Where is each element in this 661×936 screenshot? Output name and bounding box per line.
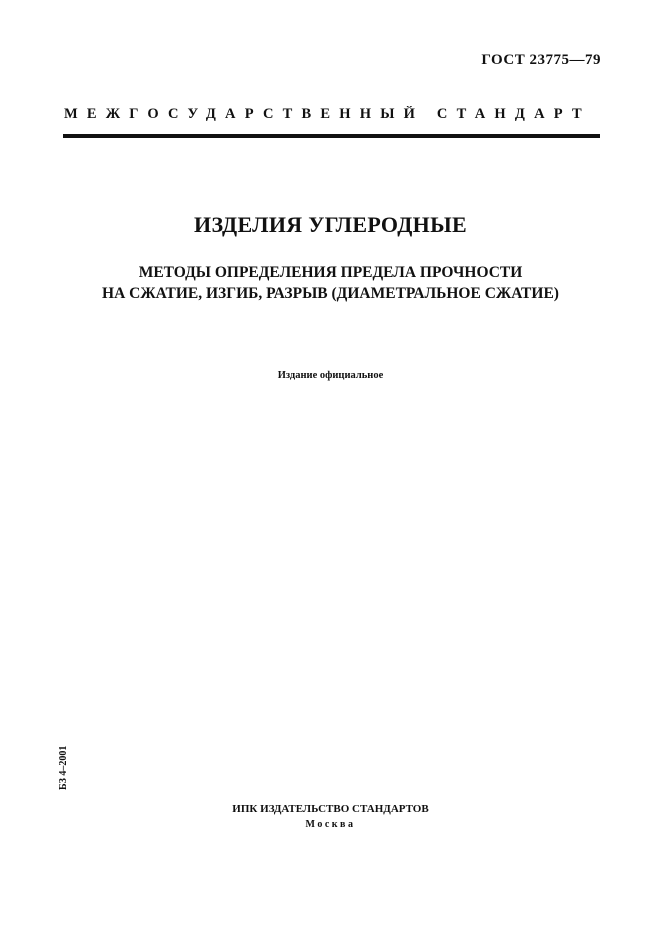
standard-category: МЕЖГОСУДАРСТВЕННЫЙ СТАНДАРТ (64, 106, 591, 122)
publisher-name: ИПК ИЗДАТЕЛЬСТВО СТАНДАРТОВ (232, 803, 429, 815)
subtitle-line-2: НА СЖАТИЕ, ИЗГИБ, РАЗРЫВ (ДИАМЕТРАЛЬНОЕ СЖАТИЕ) (102, 285, 559, 302)
side-code: БЗ 4–2001 (58, 745, 69, 790)
standard-number: ГОСТ 23775—79 (481, 52, 601, 68)
subtitle-line-1: МЕТОДЫ ОПРЕДЕЛЕНИЯ ПРЕДЕЛА ПРОЧНОСТИ (138, 264, 523, 281)
header-rule (63, 134, 600, 138)
document-subtitle (0, 262, 661, 304)
publisher-city: Москва (305, 819, 356, 830)
edition-label: Издание официальное (277, 370, 384, 381)
document-title: ИЗДЕЛИЯ УГЛЕРОДНЫЕ (194, 212, 467, 237)
